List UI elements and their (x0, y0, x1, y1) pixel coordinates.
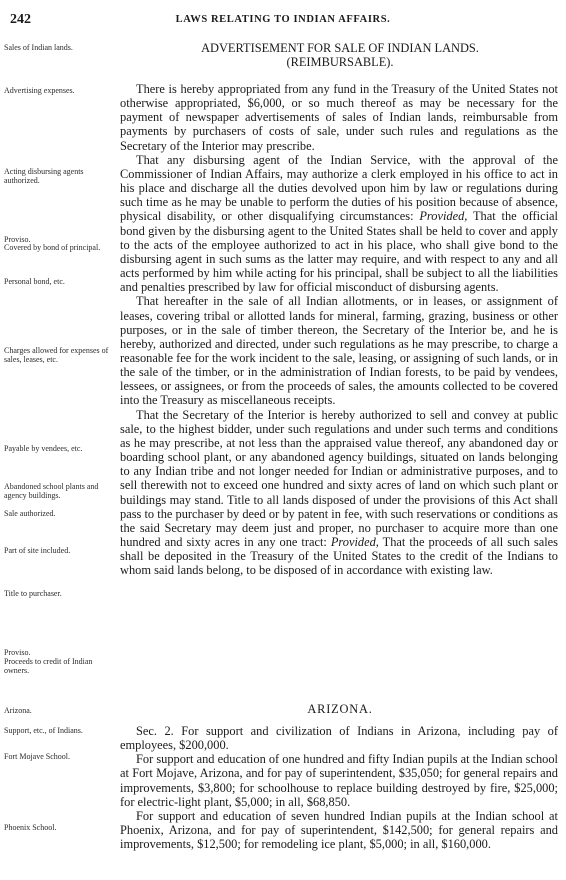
margin-note-part-of-site: Part of site included. (4, 546, 71, 555)
margin-note-sales: Sales of Indian lands. (4, 43, 73, 52)
title-line-2: (REIMBURSABLE). (286, 55, 394, 69)
section-heading-arizona: ARIZONA. (307, 702, 373, 716)
margin-note-arizona: Arizona. (4, 706, 32, 715)
margin-note-advertising: Advertising expenses. (4, 86, 75, 95)
title-line-1: ADVERTISEMENT FOR SALE OF INDIAN LANDS. (201, 41, 479, 55)
document-title (120, 41, 560, 69)
paragraph-advertising: There is hereby appropriated from any fund in the Treasury of the United States not otherwise appropriated, $6,000, or so much thereof as may be necessary for the payment of newspaper advertisements of sales of Indian lands, reimbursable from payments by purchasers of costs of sale, under such rules and regulations as the Secretary of the Interior may prescribe. (120, 82, 558, 153)
margin-note-title-purchaser: Title to purchaser. (4, 589, 62, 598)
paragraph-abandoned-plants (120, 408, 558, 578)
paragraph-fort-mojave: For support and education of one hundred and fifty Indian pupils at the Indian school at Fort Mojave, Arizona, and for pay of superintendent, $35,050; for general repairs and improvements, $3,800; for schoolhouse to replace building destroyed by fire, $25,000; for electric-light plant, $5,000; in all, $68,850. (120, 752, 558, 809)
margin-note-fort-mojave: Fort Mojave School. (4, 752, 70, 761)
margin-note-charges: Charges allowed for expenses of sales, leases, etc. (4, 346, 109, 364)
margin-note-phoenix: Phoenix School. (4, 823, 57, 832)
page-number: 242 (10, 12, 31, 27)
margin-note-personal-bond: Personal bond, etc. (4, 277, 65, 286)
body-text-main (120, 82, 558, 577)
margin-note-support: Support, etc., of Indians. (4, 726, 83, 735)
margin-note-sale-authorized: Sale authorized. (4, 509, 56, 518)
paragraph-acting-text-2: That the official bond given by the disbursing agent to the United States shall be held to cover and apply to the acts of the employee authorized to act in his place, who shall give bond to the disbursing agent in such sums as the latter may require, and with respect to any and all acts performed by him while acting for his principal, shall be subject to all the liabilities and penalties prescribed by law for official misconduct of disbursing agents. (120, 209, 558, 295)
margin-note-proviso-1: Proviso. (4, 235, 31, 244)
page-header (0, 12, 566, 28)
paragraph-phoenix: For support and education of seven hundred Indian pupils at the Indian school at Phoenix, Arizona, and for pay of superintendent, $142,500; for general repairs and improvements, $12,500; for remodeling ice plant, $5,000; in all, $160,000. (120, 808, 558, 852)
body-text-arizona (120, 724, 558, 851)
margin-note-proceeds: Proceeds to credit of Indian owners. (4, 657, 93, 675)
paragraph-charges: That hereafter in the sale of all Indian allotments, or in leases, or assignment of leases, covering tribal or allotted lands for mineral, farming, grazing, business or other purposes, or in the sale of timber thereon, the Secretary of the Interior be, and he is hereby, authorized and directed, under such regulations as he may prescribe, to charge a reasonable fee for the work incident to the sale, leasing, or assigning of such lands, or in the sale of the timber, or in the administration of Indian forests, to be paid by vendees, lessees, or assignees, or from the proceeds of sales, the amounts collected to be covered into the Treasury as miscellaneous receipts. (120, 294, 558, 408)
proviso-word: Provided, (419, 209, 468, 224)
paragraph-acting-text: That any disbursing agent of the Indian Service, with the approval of the Commissioner of Indian Affairs, may authorize a clerk employed in his office to act in his place and discharge all the duties devolved upon him by law or regulations during such time as he may be unable to perform the duties of his position because of absence, physical disability, or other disqualifying circumstances: (120, 152, 558, 224)
margin-note-covered-bond: Covered by bond of principal. (4, 243, 101, 252)
paragraph-abandoned-text: That the Secretary of the Interior is hereby authorized to sell and convey at public sale, to the highest bidder, under such regulations and under such terms and conditions as he may prescribe, at not less than the appraised value thereof, any abandoned day or boarding school plant, or any abandoned agency buildings, situated on lands belonging to any Indian tribe and not longer needed for Indian or administrative purposes, and to sell therewith not to exceed one hundred and sixty acres of land on which such plant or buildings may stand. Title to all lands disposed of under the provisions of this Act shall pass to the purchaser by deed or by patent in fee, with such reservations or conditions as the said Secretary may deem just and proper, no purchaser to acquire more than one hundred and sixty acres in any one tract: (120, 407, 558, 549)
margin-note-acting-agents: Acting disbursing agents authorized. (4, 167, 84, 185)
margin-note-payable: Payable by vendees, etc. (4, 444, 83, 453)
margin-note-proviso-2: Proviso. (4, 648, 31, 657)
paragraph-acting-agents (120, 153, 558, 295)
paragraph-abandoned-text-2: That the proceeds of all such sales shall be deposited in the Treasury of the United States to the credit of the Indians to whom said lands belong, to be disposed of in accordance with existing law. (120, 535, 558, 578)
running-title: LAWS RELATING TO INDIAN AFFAIRS. (175, 14, 391, 25)
margin-note-abandoned: Abandoned school plants and agency buildings. (4, 482, 99, 500)
proviso-word: Provided, (330, 535, 379, 549)
paragraph-section-2: Sec. 2. For support and civilization of Indians in Arizona, including pay of employees, $200,000. (120, 724, 558, 753)
